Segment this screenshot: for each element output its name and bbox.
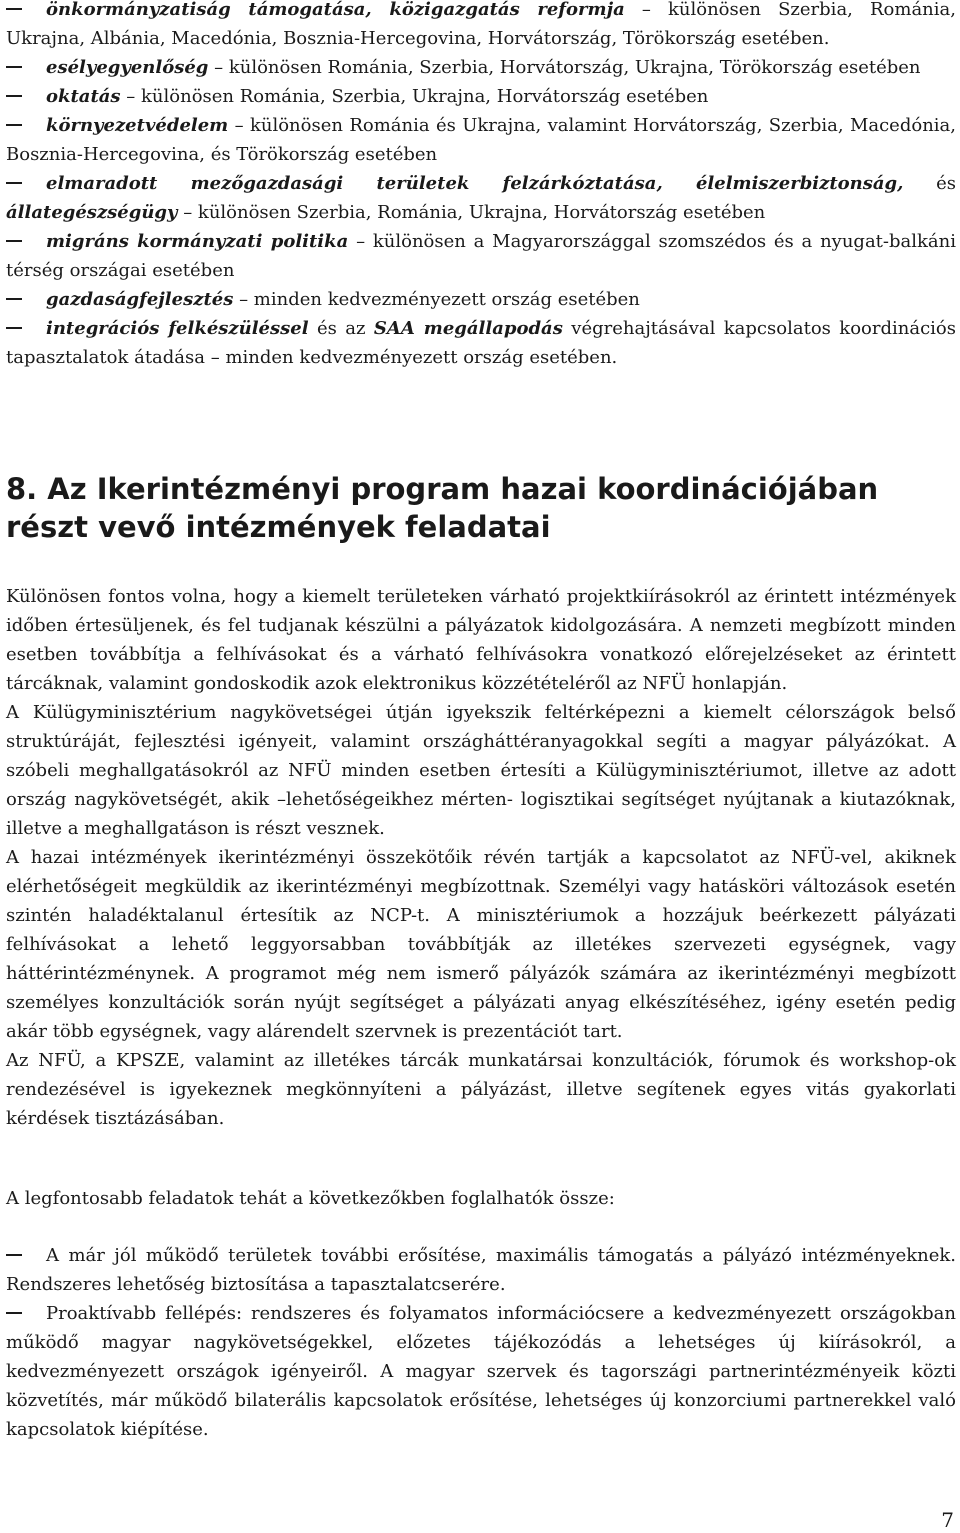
dash-icon (6, 327, 22, 329)
bullet-bold: önkormányzatiság támogatása, közigazgatás reformja (46, 0, 625, 20)
dash-icon (6, 240, 22, 242)
dash-icon (6, 8, 22, 10)
bullet-list-top (6, 0, 956, 372)
list-item: önkormányzatiság támogatása, közigazgatás reformja – különösen Szerbia, Románia, Ukrajna, Albánia, Macedónia, Bosznia-Hercegovina, Horvátország, Törökország esetében. (6, 0, 956, 49)
bullet-bold: elmaradott mezőgazdasági területek felzárkóztatása, élelmiszerbiztonság, (46, 173, 904, 194)
bullet-bold: integrációs felkészüléssel (46, 318, 309, 339)
list-item: esélyegyenlőség – különösen Románia, Szerbia, Horvátország, Ukrajna, Törökország esetében (6, 53, 956, 82)
page-number: 7 (941, 1508, 954, 1532)
bullet-bold: esélyegyenlőség (46, 57, 209, 78)
section-heading-wrap (6, 470, 956, 546)
paragraph: A hazai intézmények ikerintézményi összekötőik révén tartják a kapcsolatot az NFÜ-vel, akiknek elérhetőségeit megküldik az ikerintézményi megbízottnak. Személyi vagy hatásköri változások esetén szintén haladéktalanul értesítik az NCP-t. A minisztériumok a hozzájuk beérkezett pályázati felhívásokat a lehető leggyorsabban továbbítják az illetékes szervezeti egységnek, vagy háttérintézménynek. A programot még nem ismerő pályázók számára az ikerintézményi megbízott személyes konzultációk során nyújt segítséget a pályázati anyag elkészítéséhez, igény esetén pedig akár több egységnek, vagy alárendelt szervnek is prezentációt tart. (6, 847, 956, 1042)
list-item: migráns kormányzati politika – különösen a Magyarországgal szomszédos és a nyugat-balkáni térség országai esetében (6, 231, 956, 281)
bullet-bold: gazdaságfejlesztés (46, 289, 234, 310)
dash-icon (6, 95, 22, 97)
dash-icon (6, 1254, 22, 1256)
body-paragraphs (6, 582, 956, 1133)
bullet-bold: állategészségügy (6, 202, 178, 223)
dash-icon (6, 124, 22, 126)
paragraph: A Külügyminisztérium nagykövetségei útján igyekszik feltérképezni a kiemelt célországok belső struktúráját, fejlesztési igényeit, valamint országháttéranyagokkal segíti a magyar pályázókat. A szóbeli meghallgatásokról az NFÜ minden esetben értesíti a Külügyminisztériumot, illetve az adott ország nagykövetségét, akik –lehetőségeikhez mérten- logisztikai segítséget nyújtanak a kiutazóknak, illetve a meghallgatáson is részt vesznek. (6, 702, 956, 839)
summary-intro-wrap (6, 1184, 956, 1213)
section-heading: 8. Az Ikerintézményi program hazai koordinációjában részt vevő intézmények feladatai (6, 472, 879, 544)
bullet-bold: környezetvédelem (46, 115, 229, 136)
list-item: Proaktívabb fellépés: rendszeres és folyamatos információcsere a kedvezményezett országokban működő magyar nagykövetségekkel, előzetes tájékozódás a lehetséges új kiírásokról, a kedvezményezett országok igényeiről. A magyar szervek és tagországi partnerintézményeik közti közvetítés, már működő bilaterális kapcsolatok erősítése, lehetséges új konzorciumi partnerekkel való kapcsolatok kiépítése. (6, 1303, 956, 1440)
list-item: gazdaságfejlesztés – minden kedvezményezett ország esetében (6, 285, 956, 314)
dash-icon (6, 298, 22, 300)
bullet-list-bottom (6, 1241, 956, 1444)
bullet-bold: oktatás (46, 86, 121, 107)
bullet-bold: migráns kormányzati politika (46, 231, 349, 252)
dash-icon (6, 66, 22, 68)
dash-icon (6, 182, 22, 184)
list-item: oktatás – különösen Románia, Szerbia, Ukrajna, Horvátország esetében (6, 82, 956, 111)
list-item: környezetvédelem – különösen Románia és Ukrajna, valamint Horvátország, Szerbia, Macedónia, Bosznia-Hercegovina, és Törökország esetében (6, 115, 956, 165)
dash-icon (6, 1312, 22, 1314)
summary-intro: A legfontosabb feladatok tehát a következőkben foglalhatók össze: (6, 1188, 615, 1209)
list-item: elmaradott mezőgazdasági területek felzárkóztatása, élelmiszerbiztonság, és állategészségügy – különösen Szerbia, Románia, Ukrajna, Horvátország esetében (6, 173, 956, 223)
list-item: integrációs felkészüléssel és az SAA megállapodás végrehajtásával kapcsolatos koordinációs tapasztalatok átadása – minden kedvezményezett ország esetében. (6, 318, 956, 368)
bullet-bold: SAA megállapodás (373, 318, 563, 339)
paragraph: Különösen fontos volna, hogy a kiemelt területeken várható projektkiírásokról az érintett intézmények időben értesüljenek, és fel tudjanak készülni a pályázatok kidolgozására. A nemzeti megbízott minden esetben továbbítja a felhívásokat és a várható felhívásokra vonatkozó előrejelzéseket az érintett tárcáknak, valamint gondoskodik azok elektronikus közzétételéről az NFÜ honlapján. (6, 586, 956, 694)
list-item: A már jól működő területek további erősítése, maximális támogatás a pályázó intézményeknek. Rendszeres lehetőség biztosítása a tapasztalatcserére. (6, 1245, 956, 1295)
paragraph: Az NFÜ, a KPSZE, valamint az illetékes tárcák munkatársai konzultációk, fórumok és workshop-ok rendezésével is igyekeznek megkönnyíteni a pályázást, illetve segítenek egyes vitás gyakorlati kérdések tisztázásában. (6, 1050, 956, 1129)
